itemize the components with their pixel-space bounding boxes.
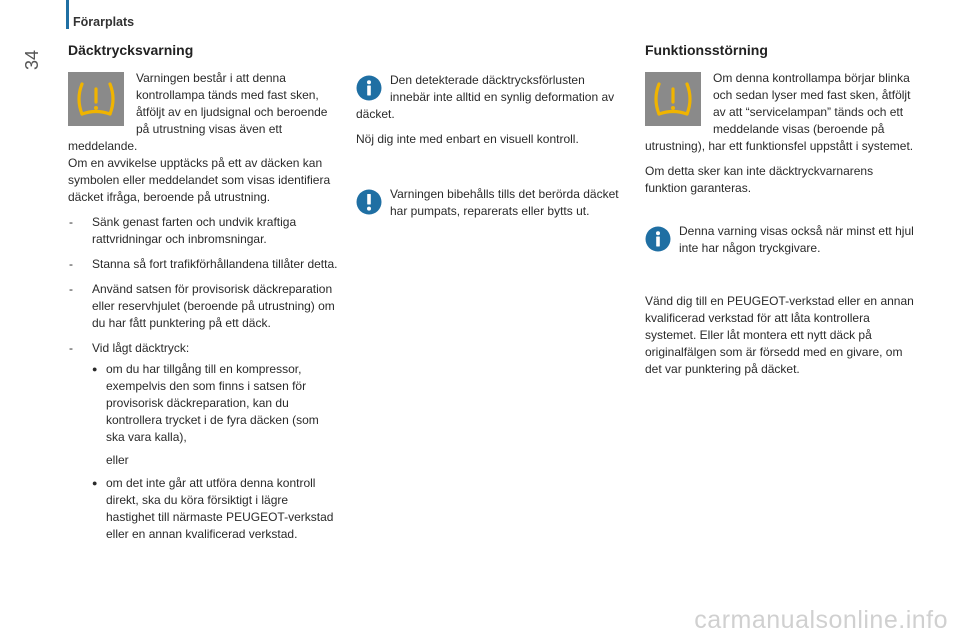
guarantee-text: Om detta sker kan inte däcktryckvarnarens funktion garanteras.	[645, 164, 874, 195]
notes-column	[356, 72, 628, 258]
tyre-pressure-warning-icon	[68, 72, 124, 126]
malfunction-intro: Om denna kontrollampa börjar blinka och sedan lyser med fast sken, åtföljt av att “servicelampan” tänds och ett meddelande visas (beroende på utrustning), har ett funktionsfel uppstått i systemet.	[645, 71, 914, 153]
info-note-text: Den detekterade däcktrycksförlusten innebär inte alltid en synlig deformation av däcket.	[356, 73, 615, 121]
list-item: - Sänk genast farten och undvik kraftiga rattvridningar och inbromsningar.	[68, 214, 340, 248]
header-accent-bar	[66, 0, 69, 29]
list-item-low-pressure	[68, 340, 340, 543]
info-icon	[645, 226, 671, 252]
warning-icon	[356, 189, 382, 215]
sub-list	[92, 361, 340, 446]
sub-list-item: ● om det inte går att utföra denna kontroll direkt, ska du köra försiktigt i lägre hastighet till närmaste PEUGEOT-verkstad eller en annan kvalificerad verkstad.	[92, 475, 340, 543]
advice-text: Vänd dig till en PEUGEOT-verkstad eller en annan kvalificerad verkstad för att låta kontrollera systemet. Eller låt montera ett nytt däck på originalfälgen som är försedd med en givare, om det var punktering på däcket.	[645, 294, 914, 376]
list-item: - Använd satsen för provisorisk däckreparation eller reservhjulet (beroende på utrustning) om du har fått punktering på ett däck.	[68, 281, 340, 332]
detect-text: Om en avvikelse upptäcks på ett av däcken kan symbolen eller meddelandet som visas identifiera däcket ifråga, beroende på utrustning.	[68, 156, 331, 204]
section-label: Förarplats	[73, 15, 135, 29]
list-item-label: Vid lågt däcktryck:	[92, 341, 190, 355]
warning-note-text: Varningen bibehålls tills det berörda däcket har pumpats, reparerats eller bytts ut.	[390, 187, 619, 218]
info-note	[645, 223, 915, 265]
info-note-text-2: Nöj dig inte med enbart en visuell kontroll.	[356, 132, 579, 146]
info-note	[356, 72, 628, 148]
warning-intro: Varningen består i att denna kontrollampa tänds med fast sken, åtföljt av en ljudsignal och beroende på utrustning visas även ett meddelande.	[68, 71, 328, 153]
list-item: - Stanna så fort trafikförhållandena tillåter detta.	[68, 256, 340, 273]
tyre-pressure-warning-section	[68, 42, 340, 551]
tyre-pressure-warning-icon	[645, 72, 701, 126]
or-text: eller	[106, 453, 129, 467]
sub-list-item: ● om du har tillgång till en kompressor, exempelvis den som finns i satsen för provisorisk däckreparation, kan du kontrollera trycket i de fyra däcken (som ska vara kalla),	[92, 361, 340, 446]
watermark: carmanualsonline.info	[694, 606, 948, 634]
action-list	[68, 214, 340, 543]
warning-note	[356, 186, 628, 220]
info-icon	[356, 75, 382, 101]
section-title: Funktionsstörning	[645, 42, 768, 58]
section-title: Däcktrycksvarning	[68, 42, 194, 58]
malfunction-section	[645, 42, 915, 386]
sub-list	[92, 475, 340, 543]
info-note-text: Denna varning visas också när minst ett hjul inte har någon tryckgivare.	[679, 224, 914, 255]
page-number: 34	[22, 49, 42, 70]
